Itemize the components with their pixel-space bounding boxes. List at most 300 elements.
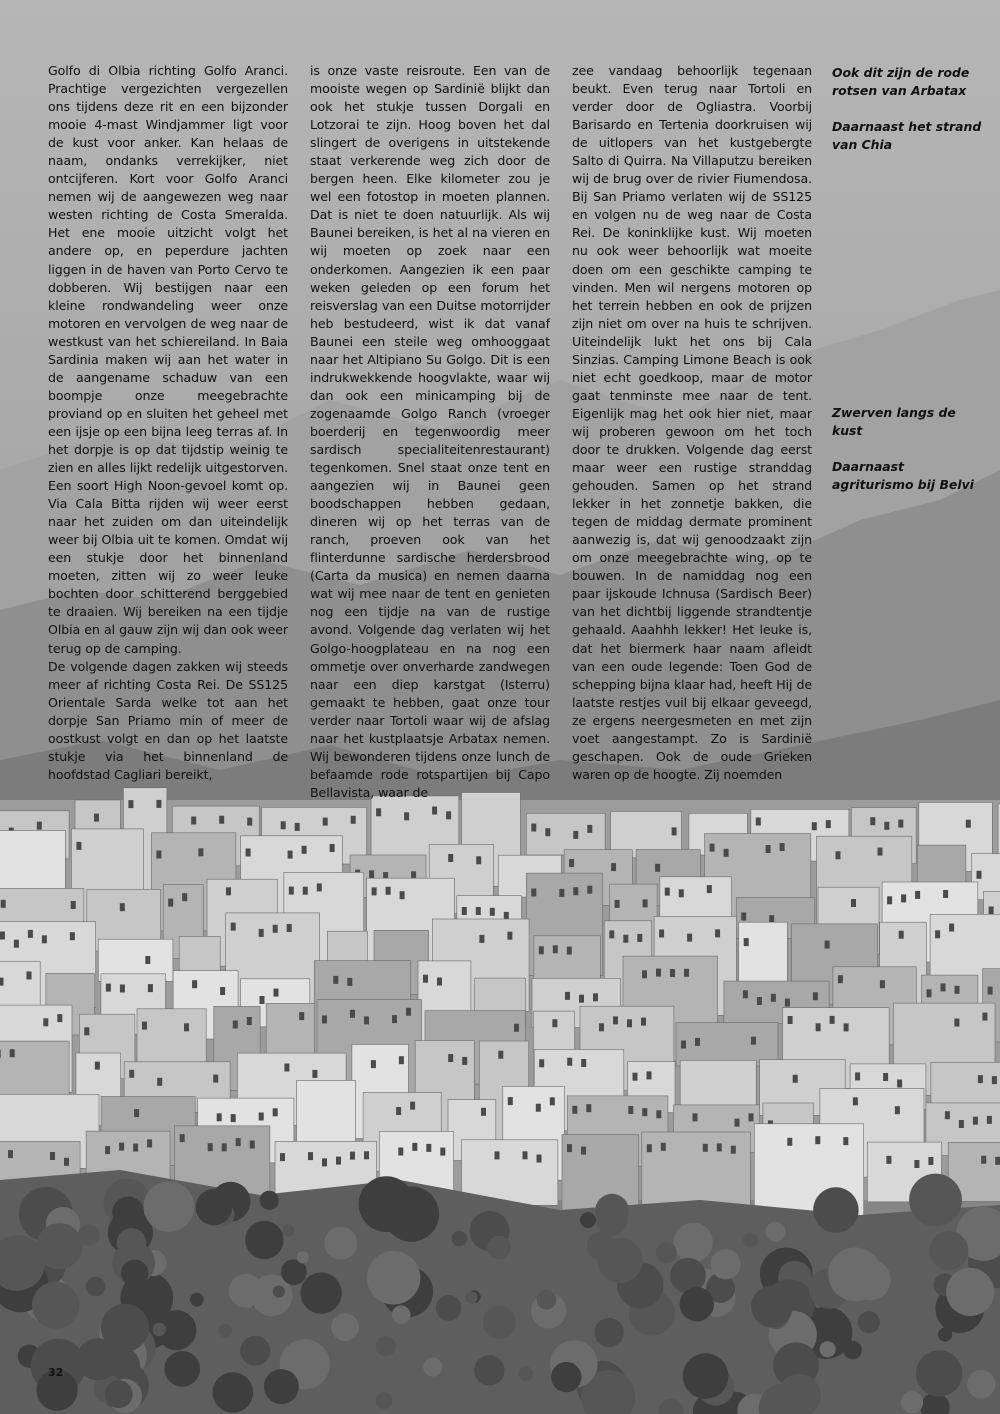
window [735, 1119, 740, 1127]
window [180, 1134, 185, 1142]
shrub [858, 1311, 880, 1333]
window [941, 983, 946, 991]
window [949, 924, 954, 932]
shrub [519, 1366, 534, 1381]
shrub [218, 1324, 232, 1338]
window [312, 1070, 317, 1078]
window [565, 992, 570, 1000]
shrub [487, 1236, 511, 1260]
window [757, 997, 762, 1005]
window [623, 935, 628, 943]
window [567, 1058, 572, 1066]
shrub [813, 1187, 858, 1232]
window [914, 1160, 919, 1168]
shrub [77, 1338, 119, 1380]
window [84, 1027, 89, 1035]
window [426, 1144, 431, 1152]
window [0, 1050, 1, 1058]
article-column-3 [572, 62, 812, 784]
window [537, 1155, 542, 1163]
window [350, 1152, 355, 1160]
shrub [901, 1391, 923, 1413]
window [633, 1073, 638, 1081]
window [231, 923, 236, 931]
window [448, 1054, 453, 1062]
window [133, 1144, 138, 1152]
window [586, 1104, 591, 1112]
window [523, 1151, 528, 1159]
window [884, 822, 889, 830]
window [448, 854, 453, 862]
window [609, 930, 614, 938]
window [120, 985, 125, 993]
window [236, 1138, 241, 1146]
window [966, 820, 971, 828]
window [105, 1146, 110, 1154]
window [717, 1143, 722, 1151]
shrub [384, 1186, 439, 1241]
shrub [392, 1305, 411, 1324]
window [259, 929, 264, 937]
window [785, 999, 790, 1007]
window [281, 821, 286, 829]
window [670, 969, 675, 977]
shrub [32, 1282, 79, 1329]
window [247, 1017, 252, 1025]
window [495, 1151, 500, 1159]
caption-kust: Zwerven langs de kust [832, 405, 956, 438]
shrub [656, 1242, 677, 1263]
window [641, 1018, 646, 1026]
shrub [452, 1231, 468, 1247]
window [351, 816, 356, 824]
shrub [946, 1268, 994, 1316]
window [288, 851, 293, 859]
shrub [710, 1249, 740, 1279]
shrub [967, 1370, 996, 1399]
shrub [766, 1222, 786, 1242]
window [423, 975, 428, 983]
window [508, 1097, 513, 1105]
shrub [273, 1286, 285, 1298]
window [0, 978, 4, 986]
window [147, 1139, 152, 1147]
shrub [121, 1260, 148, 1287]
window [656, 969, 661, 977]
window [898, 820, 903, 828]
window [895, 1106, 900, 1114]
shrub [843, 1341, 862, 1360]
window [628, 1106, 633, 1114]
window [308, 1152, 313, 1160]
window [935, 930, 940, 938]
window [120, 903, 125, 911]
window [955, 986, 960, 994]
window [707, 885, 712, 893]
window [897, 1080, 902, 1088]
window [553, 945, 558, 953]
window [246, 849, 251, 857]
window [119, 1143, 124, 1151]
window [977, 871, 982, 879]
shrub [282, 1224, 294, 1236]
window [94, 814, 99, 822]
window [106, 984, 111, 992]
window [703, 1144, 708, 1152]
window [978, 1075, 983, 1083]
window [386, 887, 391, 895]
window [787, 1138, 792, 1146]
window [347, 978, 352, 986]
window [8, 1150, 13, 1158]
window [715, 929, 720, 937]
shrub [820, 1341, 836, 1357]
window [883, 1073, 888, 1081]
window [627, 1019, 632, 1027]
window [231, 1114, 236, 1122]
window [399, 1056, 404, 1064]
window [191, 817, 196, 825]
window [539, 1059, 544, 1067]
window [432, 807, 437, 815]
shrub [916, 1350, 962, 1396]
window [498, 1051, 503, 1059]
window [581, 1147, 586, 1155]
window [70, 932, 75, 940]
window [684, 969, 689, 977]
window [462, 907, 467, 915]
window [928, 1157, 933, 1165]
shrub [229, 1274, 263, 1308]
window [182, 893, 187, 901]
window [945, 1111, 950, 1119]
shrub [36, 1223, 82, 1269]
shrub [190, 1293, 204, 1307]
window [330, 844, 335, 852]
page-number: 32 [48, 1366, 64, 1379]
window [274, 989, 279, 997]
window [573, 887, 578, 895]
shrub [245, 1221, 283, 1259]
window [744, 938, 749, 946]
window [816, 1023, 821, 1031]
shrub [483, 1306, 516, 1339]
window [710, 844, 715, 852]
window [659, 930, 664, 938]
window [208, 1143, 213, 1151]
shrub [580, 1212, 596, 1228]
window [887, 896, 892, 904]
window [157, 1078, 162, 1086]
window [943, 890, 948, 898]
window [756, 818, 761, 826]
shrub [300, 1272, 341, 1313]
window [42, 935, 47, 943]
window [507, 932, 512, 940]
window [247, 818, 252, 826]
window [886, 1156, 891, 1164]
window [273, 925, 278, 933]
window [573, 831, 578, 839]
window [878, 848, 883, 856]
window [476, 907, 481, 915]
window [982, 1013, 987, 1021]
window [992, 1076, 997, 1084]
window [0, 932, 5, 940]
window [539, 946, 544, 954]
window [901, 894, 906, 902]
window [679, 889, 684, 897]
window [853, 1097, 858, 1105]
window [233, 1021, 238, 1029]
article-column-2 [310, 62, 550, 802]
window [927, 989, 932, 997]
window [287, 924, 292, 932]
window [637, 934, 642, 942]
window [280, 1153, 285, 1161]
window [392, 1015, 397, 1023]
window [71, 901, 76, 909]
window [899, 931, 904, 939]
shrub [465, 1292, 477, 1304]
window [400, 891, 405, 899]
caption-chia: Daarnaast het strand van Chia [832, 119, 982, 152]
window [642, 970, 647, 978]
window [27, 972, 32, 980]
window [1, 900, 6, 908]
window [490, 908, 495, 916]
window [741, 913, 746, 921]
window [665, 888, 670, 896]
shrub [213, 1372, 254, 1413]
window [687, 934, 692, 942]
window [838, 975, 843, 983]
window [766, 845, 771, 853]
window [981, 1156, 986, 1164]
shrub [680, 1287, 714, 1321]
window [672, 827, 677, 835]
window [476, 856, 481, 864]
window [655, 864, 660, 872]
window [446, 811, 451, 819]
window [322, 1158, 327, 1166]
shrub [683, 1353, 729, 1399]
window [462, 1057, 467, 1065]
window [880, 980, 885, 988]
caption-belvi: Daarnaast agriturismo bij Belvi [832, 459, 974, 492]
window [843, 1137, 848, 1145]
article-paragraph: zee vandaag behoorlijk tegenaan beukt. Even terug naar Tortoli en verder door de Ogliastra. Voorbij Barisardo en Tertenia doorkruisen wij de uitlopers van het kustgebergte Salto di Quirra. Na Villaputzu bereiken wij de brug over de rivier Fiumendosa. Bij San Priamo verlaten wij de SS125 en volgen nu de weg naar de Costa Rei. De koninklijke kust. Wij moeten nu ook weer behoorlijk wat moeite doen om een geschikte camping te vinden. Men wil nergens motoren op het terrein hebben en ook de prijzen zijn niet om over na huis te schrijven. Uiteindelijk lukt het ons bij Cala Sinzias. Camping Limone Beach is ook niet echt goedkoop, maar de motor gaat tenminste mee naar de tent. Eigenlijk mag het ook hier niet, maar wij proberen gewoon om het toch door te drukken. Volgende dag eerst maar weer een rustige stranddag gehouden. Samen op het strand lekker in het zonnetje bakken, die tegen de middag dermate prominent aanwezig is, dat wij genoodzaakt zijn om onze meegebrachte wing, op te bouwen. In de namiddag nog een paar ijskoude Ichnusa (Sardisch Beer) van het dichtbij liggende strandtentje gehaald. Aaahhh lekker! Het leuke is, dat het biermerk haar naam afleidt van een oude legende: Toen God de schepping bijna klaar had, heeft Hij de laatste restjes vuil bij elkaar geveegd, ze ergens neergesmeten en met zijn voet aangestampt. Zo is Sardinië geschapen. Ook de oude Grieken waren op de hoogte. Zij noemden [572, 63, 812, 782]
window [406, 1008, 411, 1016]
window [148, 984, 153, 992]
window [128, 800, 133, 808]
window [681, 1041, 686, 1049]
shrub [144, 1181, 195, 1232]
window [336, 1157, 341, 1165]
window [613, 1016, 618, 1024]
window [695, 1038, 700, 1046]
article-paragraph: is onze vaste reisroute. Een van de mooiste wegen op Sardinië blijkt dan ook het stukje tussen Dorgali en Lotzorai te zijn. Hoog boven het dal slingert de overigens in uitstekende staat verkerende weg zich door de bergen heen. Elke kilometer zou je wel een fotostop in moeten plannen. Dat is niet te doen natuurlijk. Als wij Baunei bereiken, is het al na vieren en wij moeten op zoek naar een onderkomen. Aangezien ik een paar weken geleden op een forum het reisverslag van een Duitse motorrijder heb bestudeerd, wist ik dat vanaf Baunei een steile weg omhooggaat naar het Altipiano Su Golgo. Dit is een indrukwekkende hoogvlakte, waar wij dan ook een minicamping bij de zogenaamde Golgo Ranch (vroeger boerderij en tegenwoordig meer sardisch specialiteitenrestaurant) tegenkomen. Snel staat onze tent en aangezien wij in Baunei geen boodschappen hebben gedaan, dineren wij op het terras van de ranch, proeven ook van het flinterdunne sardische herdersbrood (Carta da musica) en nemen daarna wat wij mee naar de tent en genieten nog een tijdje na van de rustige avond. Volgende dag verlaten wij het Golgo-hoogplateau en na nog een ommetje over onverharde zandwegen naar een diep karstgat (Isterru) gemaakt te hebben, gaat onze tour verder naar Tortoli waar wij de afslag naar het kustplaatsje Arbatax nemen. Wij bewonderen tijdens onze lunch de befaamde rode rotspartijen bij Capo Bellavista, waar de [310, 63, 550, 800]
window [593, 993, 598, 1001]
window [364, 1151, 369, 1159]
window [371, 1060, 376, 1068]
window [731, 1146, 736, 1154]
window [870, 817, 875, 825]
shrub [929, 1231, 968, 1270]
window [295, 823, 300, 831]
shrub [376, 1392, 393, 1409]
window [398, 1148, 403, 1156]
window [599, 1023, 604, 1031]
window [129, 1070, 134, 1078]
window [404, 812, 409, 820]
window [815, 1136, 820, 1144]
shrub [551, 1362, 581, 1392]
window [973, 1117, 978, 1125]
window [826, 820, 831, 828]
caption-arbatax: Ook dit zijn de rode rotsen van Arbatax [832, 65, 970, 98]
window [369, 870, 374, 878]
shrub [587, 1232, 616, 1261]
window [587, 886, 592, 894]
window [751, 1037, 756, 1045]
window [410, 1102, 415, 1110]
shrub [938, 1328, 952, 1342]
window [693, 1113, 698, 1121]
window [302, 846, 307, 854]
window [812, 822, 817, 830]
shrub [537, 1290, 557, 1310]
window [76, 842, 81, 850]
shrub [367, 1251, 421, 1305]
window [813, 992, 818, 1000]
window [567, 947, 572, 955]
shrub [196, 1189, 232, 1225]
window [743, 990, 748, 998]
window [642, 1108, 647, 1116]
window [168, 899, 173, 907]
window [793, 1075, 798, 1083]
window [284, 1064, 289, 1072]
window [579, 995, 584, 1003]
window [156, 800, 161, 808]
window [437, 978, 442, 986]
window [567, 1144, 572, 1152]
window [559, 889, 564, 897]
shrub [909, 1174, 962, 1227]
window [550, 1097, 555, 1105]
article-paragraph: Golfo di Olbia richting Golfo Aranci. Prachtige vergezichten vergezellen ons tijdens deze rit en een bijzonder mooie 4-mast Windjammer ligt voor de kust voor anker. Kan helaas de naam, ondanks verrekijker, niet ontcijferen. Kort voor Golfo Aranci nemen wij de aangewezen weg naar westen richting de Costa Smeralda. Het ene mooie uitzicht volgt het andere op, en peperdure jachten liggen in de haven van Porto Cervo te dobberen. Wij bestijgen naar een kleine rondwandeling weer onze motoren en vervolgen de weg naar de westkust van het schiereiland. In Baia Sardinia maken wij aan het water in de aangename schaduw van een boompje onze meegebrachte proviand op en sluiten het geheel met een ijsje op een bijna leeg terras af. In het dorpje is op dat tijdstip weinig te zien en alles lijkt redelijk uitgestorven. Een soort High Noon-gevoel komt op. Via Cala Bitta rijden wij weer eerst naar het zuiden om dan uiteindelijk weer bij Olbia uit te komen. Omdat wij een stukje door het binnenland moeten, zitten wij zo weer leuke bochten door schitterend berggebied te draaien. Wij bereiken na een tijdje Olbia en al gauw zijn wij dan ook weer terug op de camping. [48, 63, 288, 656]
window [64, 1158, 69, 1166]
window [581, 1059, 586, 1067]
window [134, 1109, 139, 1117]
window [14, 940, 19, 948]
town-buildings [0, 788, 1000, 1230]
window [552, 1019, 557, 1027]
window [987, 1116, 992, 1124]
window [988, 987, 993, 995]
window [995, 1157, 1000, 1165]
window [95, 1062, 100, 1070]
article-column-1 [48, 62, 288, 784]
window [299, 1012, 304, 1020]
window [350, 1010, 355, 1018]
window [647, 1071, 652, 1079]
window [37, 822, 42, 830]
shrub [105, 1380, 133, 1408]
shrub [423, 1357, 442, 1376]
shrub [86, 1277, 105, 1296]
shrub [164, 1351, 200, 1387]
window [959, 1120, 964, 1128]
window [724, 849, 729, 857]
shrub [474, 1355, 504, 1385]
window [412, 1143, 417, 1151]
window [198, 848, 203, 856]
window [217, 1113, 222, 1121]
window [259, 1113, 264, 1121]
window [364, 1016, 369, 1024]
window [192, 980, 197, 988]
window [289, 887, 294, 895]
window [954, 1019, 959, 1027]
window [780, 843, 785, 851]
window [836, 851, 841, 859]
window [376, 808, 381, 816]
building [526, 813, 605, 855]
photo-captions [832, 64, 982, 512]
window [915, 891, 920, 899]
window [989, 907, 994, 915]
shrub [743, 1233, 758, 1248]
window [396, 1107, 401, 1115]
window [226, 887, 231, 895]
window [317, 883, 322, 891]
window [615, 900, 620, 908]
window [440, 1148, 445, 1156]
window [260, 996, 265, 1004]
shrub [260, 1191, 279, 1210]
window [647, 1144, 652, 1152]
window [643, 899, 648, 907]
shrub [828, 1248, 882, 1302]
shrub [240, 1336, 270, 1366]
shrub [376, 1336, 396, 1356]
window [851, 899, 856, 907]
shrub [297, 1251, 309, 1263]
window [514, 1024, 519, 1032]
window [587, 825, 592, 833]
window [830, 1016, 835, 1024]
window [50, 1152, 55, 1160]
window [788, 1016, 793, 1024]
window [250, 1141, 255, 1149]
window [479, 935, 484, 943]
window [145, 956, 150, 964]
window [656, 1110, 661, 1118]
window [323, 818, 328, 826]
window [749, 1113, 754, 1121]
window [222, 1143, 227, 1151]
shrub [264, 1369, 299, 1404]
window [481, 1108, 486, 1116]
window [43, 1018, 48, 1026]
window [142, 1022, 147, 1030]
shrub [673, 1223, 713, 1263]
window [184, 1023, 189, 1031]
window [213, 1075, 218, 1083]
window [825, 941, 830, 949]
